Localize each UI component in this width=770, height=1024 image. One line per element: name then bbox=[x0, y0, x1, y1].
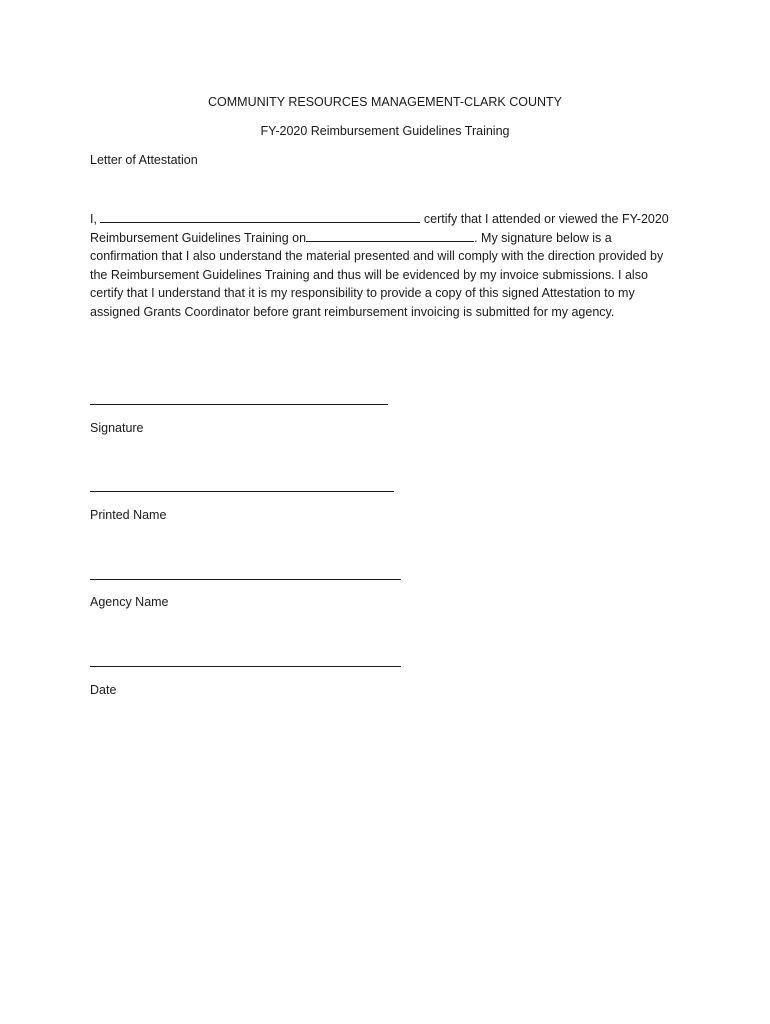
date-line[interactable] bbox=[90, 666, 401, 667]
printed-name-label: Printed Name bbox=[90, 508, 167, 522]
printed-name-line[interactable] bbox=[90, 491, 394, 492]
agency-name-label: Agency Name bbox=[90, 595, 169, 609]
body-part1: certify that I attended or viewed the FY-2020 Reimbursement Guidelines Training on bbox=[90, 212, 669, 245]
date-blank[interactable] bbox=[306, 230, 474, 242]
date-label: Date bbox=[90, 683, 117, 697]
signature-line[interactable] bbox=[90, 404, 388, 405]
document-title: COMMUNITY RESOURCES MANAGEMENT-CLARK COUNTY bbox=[208, 95, 562, 109]
attestation-paragraph bbox=[90, 210, 675, 322]
signature-label: Signature bbox=[90, 421, 144, 435]
body-part2: . My signature below is a confirmation that I also understand the material presented and will comply with the direction provided by the Reimbursement Guidelines Training and thus will be evidenced by my invoice submissions. I also certify that I understand that it is my responsibility to provide a copy of this signed Attestation to my assigned Grants Coordinator before grant reimbursement invoicing is submitted for my agency. bbox=[90, 230, 664, 319]
body-prefix: I, bbox=[90, 212, 97, 226]
letter-heading: Letter of Attestation bbox=[90, 153, 198, 167]
name-blank[interactable] bbox=[100, 211, 420, 223]
agency-name-line[interactable] bbox=[90, 579, 401, 580]
document-subtitle: FY-2020 Reimbursement Guidelines Training bbox=[260, 124, 510, 138]
